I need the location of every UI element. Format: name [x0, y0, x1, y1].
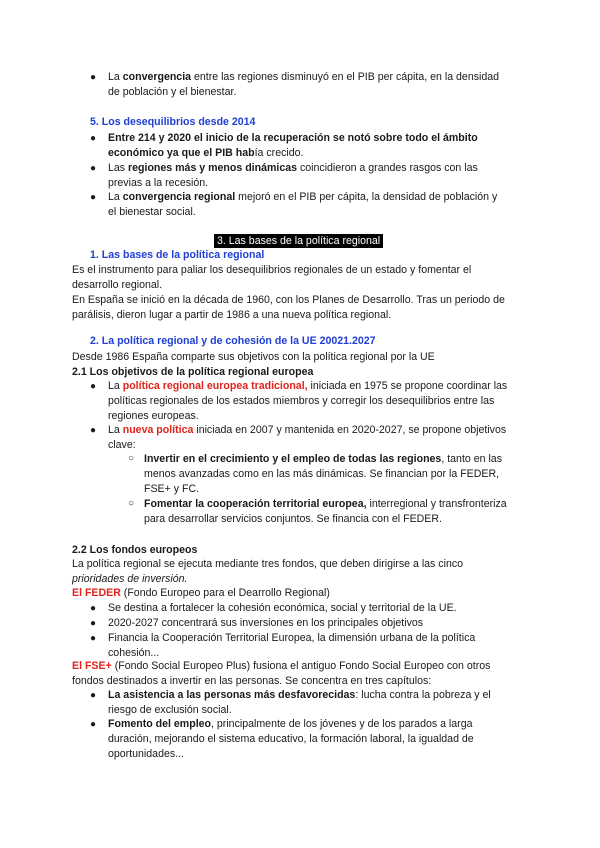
section-3-heading: 3. Las bases de la política regional [214, 234, 383, 248]
text: ía crecido. [254, 147, 304, 159]
bold-text: Entre 214 y 2020 el inicio de la recuperación se notó sobre todo el ámbito [108, 132, 478, 144]
bold-text: convergencia [122, 71, 192, 83]
text: de población y el bienestar. [108, 86, 237, 98]
document-page: ● La convergencia entre las regiones disminuyó en el PIB per cápita, en la densidad de población y el bienestar. 5. Los desequilibrios desde 2014 ● Entre 214 y 2020 el inicio de la recuperación se notó sobre todo el ámbito económico ya que el PIB había crecido. ● Las regiones más y menos dinámicas coincidieron a grandes rasgos con las previas a la recesión. ● La convergencia regional mejoró en el PIB per cápita, la densidad de población y el bienestar social. 3. Las bases de la política regional 1. Las bases de la política regional Es el instrumento para paliar los desequilibrios regionales de un estado y fomentar el desarrollo regional. En España se inició en la década de 1960, con los Planes de Desarrollo. Tras un periodo de parálisis, dieron lugar a partir de 1986 a una nueva política regional. 2. La política regional y de cohesión de la UE 20021.2027 Desde 1986 España comparte sus objetivos con la política regional por la UE 2.1 Los objetivos de la política regional europea ● La política regional europea tradicional, iniciada en 1975 se propone coordinar las políticas regionales de los estados miembros y corregir los desequilibrios entre las regiones europeas. ● La nueva política iniciada en 2007 y mantenida en 2020-2027, se propone objetivos clave: ○ Invertir en el crecimiento y el empleo de todas las regiones, tanto en las menos avanzadas como en las más dinámicas. Se financian por la FEDER, FSE+ y FC. ○ Fomentar la cooperación territorial europea, interregional y transfronteriza para desarrollar servicios conjuntos. Se financia con el FEDER. 2.2 Los fondos europeos La política regional se ejecuta mediante tres fondos, que deben dirigirse a las cinco prioridades de inversión. El FEDER (Fondo Europeo para el Dearrollo Regional) ● Se destina a fortalecer la cohesión económica, social y territorial de la UE. ● 2020-2027 concentrará sus inversiones en los principales objetivos ● Financia la Cooperación Territorial Europea, la dimensión urbana de la política cohesión... El FSE+ (Fondo Social Europeo Plus) fusiona el antiguo Fondo Social Europeo con otros fondos destinados a invertir en las personas. Se concentra en tres capítulos: ● La asistencia a las personas más desfavorecidas: lucha contra la pobreza y el riesgo de exclusión social. ● Fomento del empleo, principalmente de los jóvenes y de los parados a larga duración, mejorando el sistema educativo, la formación laboral, la igualdad de oportunidades... [72, 71, 508, 760]
text: entre las regiones disminuyó en el PIB per cápita, en la densidad [191, 71, 500, 83]
text: La [108, 71, 123, 83]
bullet-dot: ● [90, 72, 97, 83]
bold-text: económico ya que el PIB hab [108, 147, 255, 159]
